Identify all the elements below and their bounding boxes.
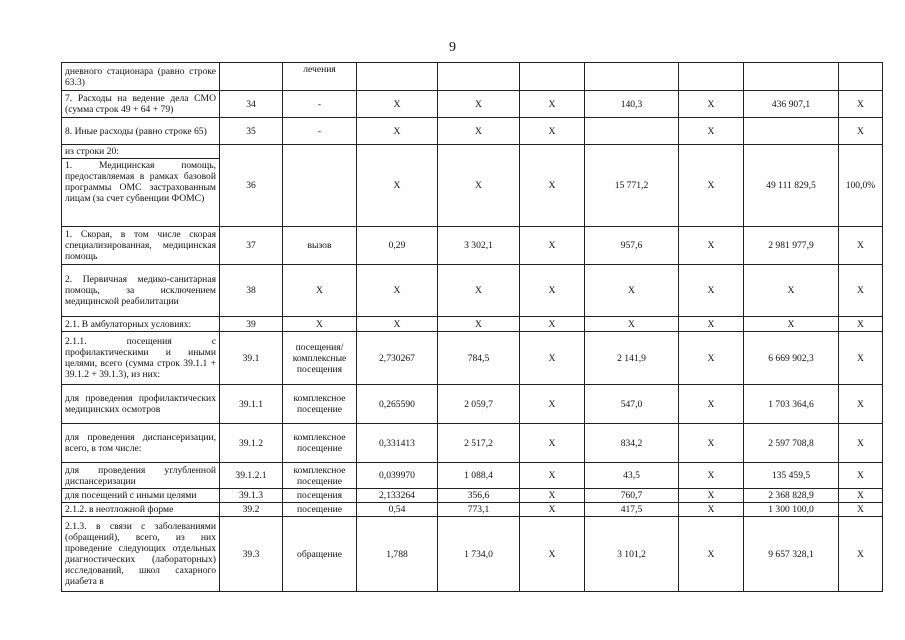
total-cost: 1 300 100,0: [744, 503, 839, 517]
share: X: [839, 463, 883, 489]
unit-of-measure: X: [283, 317, 357, 332]
share: X: [839, 265, 883, 317]
per-capita: 957,6: [585, 227, 679, 265]
row-label: 2. Первичная медико-санитарная помощь, за исключением медицинской реабилитации: [62, 265, 220, 317]
cost-norm: X: [438, 145, 520, 227]
row-label: для проведения углубленной диспансеризации: [62, 463, 220, 489]
total-cost: X: [744, 265, 839, 317]
volume-norm: X: [357, 265, 438, 317]
row-label: для посещений с иными целями: [62, 489, 220, 503]
table-row: [62, 227, 883, 265]
row-code: 36: [220, 145, 283, 227]
cost-norm: 1 088,4: [438, 463, 520, 489]
cost-norm: X: [438, 317, 520, 332]
col-8: X: [679, 332, 744, 385]
volume-norm: X: [357, 145, 438, 227]
per-capita: [585, 63, 679, 91]
row-code: 39.1.3: [220, 489, 283, 503]
col-8: X: [679, 463, 744, 489]
col-6: X: [520, 317, 585, 332]
unit-of-measure: вызов: [283, 227, 357, 265]
total-cost: [744, 63, 839, 91]
per-capita: X: [585, 265, 679, 317]
col-8: X: [679, 91, 744, 118]
cost-norm: X: [438, 118, 520, 145]
row-code: 34: [220, 91, 283, 118]
volume-norm: 2,133264: [357, 489, 438, 503]
total-cost: 2 981 977,9: [744, 227, 839, 265]
total-cost: 436 907,1: [744, 91, 839, 118]
cost-norm: 356,6: [438, 489, 520, 503]
share: X: [839, 385, 883, 424]
volume-norm: 0,265590: [357, 385, 438, 424]
share: X: [839, 489, 883, 503]
per-capita: 2 141,9: [585, 332, 679, 385]
row-code: 39.1: [220, 332, 283, 385]
unit-of-measure: лечения: [283, 63, 357, 91]
cost-norm: 773,1: [438, 503, 520, 517]
table-row: [62, 463, 883, 489]
table-row: [62, 517, 883, 592]
col-6: X: [520, 265, 585, 317]
col-6: X: [520, 424, 585, 463]
table-row: [62, 63, 883, 91]
row-label: дневного стационара (равно строке 63.3): [62, 63, 220, 91]
per-capita: 43,5: [585, 463, 679, 489]
unit-of-measure: -: [283, 91, 357, 118]
share: X: [839, 424, 883, 463]
volume-norm: X: [357, 91, 438, 118]
row-code: 39.1.1: [220, 385, 283, 424]
volume-norm: X: [357, 317, 438, 332]
col-8: [679, 63, 744, 91]
per-capita: [585, 118, 679, 145]
total-cost: 135 459,5: [744, 463, 839, 489]
volume-norm: 2,730267: [357, 332, 438, 385]
volume-norm: 0,54: [357, 503, 438, 517]
volume-norm: 0,039970: [357, 463, 438, 489]
per-capita: 834,2: [585, 424, 679, 463]
cost-norm: X: [438, 91, 520, 118]
total-cost: [744, 118, 839, 145]
page-number: 9: [449, 40, 456, 55]
unit-of-measure: посещения: [283, 489, 357, 503]
col-6: X: [520, 463, 585, 489]
total-cost: 1 703 364,6: [744, 385, 839, 424]
row-label: 2.1. В амбулаторных условиях:: [62, 317, 220, 332]
total-cost: 49 111 829,5: [744, 145, 839, 227]
table-row: [62, 332, 883, 385]
per-capita: 140,3: [585, 91, 679, 118]
table-row: [62, 118, 883, 145]
per-capita: 417,5: [585, 503, 679, 517]
unit-of-measure: посещения/комплексные посещения: [283, 332, 357, 385]
row-label-text: 1. Медицинская помощь, предоставляемая в рамках базовой программы ОМС застрахованным лицам (за счет субвенции ФОМС): [62, 158, 219, 204]
col-6: X: [520, 118, 585, 145]
col-6: X: [520, 489, 585, 503]
col-8: X: [679, 517, 744, 592]
table-row: [62, 503, 883, 517]
row-label: 1. Скорая, в том числе скорая специализированная, медицинская помощь: [62, 227, 220, 265]
volume-norm: 0,331413: [357, 424, 438, 463]
table-row: [62, 424, 883, 463]
cost-norm: 784,5: [438, 332, 520, 385]
col-6: X: [520, 503, 585, 517]
unit-of-measure: комплексное посещение: [283, 385, 357, 424]
row-label: [62, 145, 220, 227]
row-code: [220, 63, 283, 91]
col-8: X: [679, 385, 744, 424]
row-label: для проведения диспансеризации, всего, в том числе:: [62, 424, 220, 463]
total-cost: X: [744, 317, 839, 332]
share: X: [839, 503, 883, 517]
row-code: 35: [220, 118, 283, 145]
share: 100,0%: [839, 145, 883, 227]
cost-norm: 2 059,7: [438, 385, 520, 424]
cost-norm: [438, 63, 520, 91]
cost-norm: 2 517,2: [438, 424, 520, 463]
unit-of-measure: комплексное посещение: [283, 424, 357, 463]
volume-norm: X: [357, 118, 438, 145]
share: X: [839, 332, 883, 385]
row-label: 2.1.1. посещения с профилактическими и иными целями, всего (сумма строк 39.1.1 + 39.1.2 + 39.1.3), из них:: [62, 332, 220, 385]
volume-norm: [357, 63, 438, 91]
total-cost: 2 368 828,9: [744, 489, 839, 503]
share: X: [839, 317, 883, 332]
unit-of-measure: посещение: [283, 503, 357, 517]
col-6: [520, 63, 585, 91]
unit-of-measure: -: [283, 118, 357, 145]
col-8: X: [679, 118, 744, 145]
row-label: для проведения профилактических медицинских осмотров: [62, 385, 220, 424]
row-label: 2.1.3. в связи с заболеваниями (обращений), всего, из них проведение следующих отдельных диагностических (лабораторных) исследований, школ сахарного диабета в: [62, 517, 220, 592]
row-code: 39: [220, 317, 283, 332]
col-6: X: [520, 385, 585, 424]
col-6: X: [520, 91, 585, 118]
table-row: [62, 317, 883, 332]
cost-norm: 1 734,0: [438, 517, 520, 592]
per-capita: 547,0: [585, 385, 679, 424]
row-code: 39.2: [220, 503, 283, 517]
table-row: [62, 145, 883, 227]
col-6: X: [520, 227, 585, 265]
table-row: [62, 91, 883, 118]
financing-table: [61, 62, 883, 592]
total-cost: 6 669 902,3: [744, 332, 839, 385]
row-label: 2.1.2. в неотложной форме: [62, 503, 220, 517]
table-row: [62, 489, 883, 503]
per-capita: 3 101,2: [585, 517, 679, 592]
col-6: X: [520, 332, 585, 385]
col-8: X: [679, 489, 744, 503]
share: X: [839, 517, 883, 592]
volume-norm: 1,788: [357, 517, 438, 592]
table-row: [62, 385, 883, 424]
row-code: 37: [220, 227, 283, 265]
row-code: 39.1.2.1: [220, 463, 283, 489]
share: X: [839, 227, 883, 265]
unit-of-measure: обращение: [283, 517, 357, 592]
row-label: 8. Иные расходы (равно строке 65): [62, 118, 220, 145]
cost-norm: 3 302,1: [438, 227, 520, 265]
total-cost: 2 597 708,8: [744, 424, 839, 463]
volume-norm: 0,29: [357, 227, 438, 265]
cost-norm: X: [438, 265, 520, 317]
unit-of-measure: [283, 145, 357, 227]
col-8: X: [679, 227, 744, 265]
row-code: 39.1.2: [220, 424, 283, 463]
total-cost: 9 657 328,1: [744, 517, 839, 592]
row-label-header: из строки 20:: [65, 146, 119, 157]
row-label: 7. Расходы на ведение дела СМО (сумма строк 49 + 64 + 79): [62, 91, 220, 118]
col-6: X: [520, 145, 585, 227]
per-capita: 760,7: [585, 489, 679, 503]
col-8: X: [679, 265, 744, 317]
unit-of-measure: X: [283, 265, 357, 317]
share: [839, 63, 883, 91]
col-6: X: [520, 517, 585, 592]
share: X: [839, 118, 883, 145]
unit-of-measure: комплексное посещение: [283, 463, 357, 489]
col-8: X: [679, 317, 744, 332]
col-8: X: [679, 424, 744, 463]
table-row: [62, 265, 883, 317]
col-8: X: [679, 145, 744, 227]
share: X: [839, 91, 883, 118]
col-8: X: [679, 503, 744, 517]
row-code: 39.3: [220, 517, 283, 592]
per-capita: X: [585, 317, 679, 332]
row-code: 38: [220, 265, 283, 317]
per-capita: 15 771,2: [585, 145, 679, 227]
